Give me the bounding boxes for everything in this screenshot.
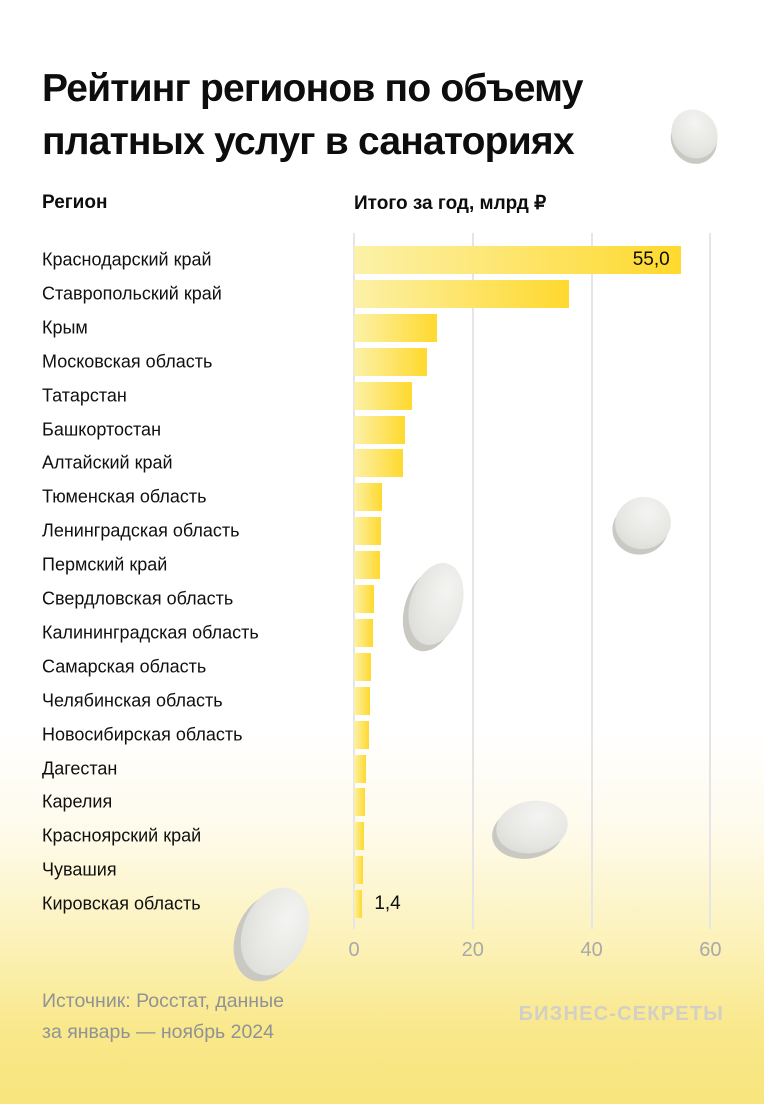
region-label: Тюменская область xyxy=(42,486,207,507)
region-label: Челябинская область xyxy=(42,690,223,711)
column-header-region: Регион xyxy=(42,192,108,213)
chart-row xyxy=(0,887,764,921)
bar xyxy=(354,585,374,613)
chart-row xyxy=(0,853,764,887)
chart-row xyxy=(0,243,764,277)
chart-row xyxy=(0,514,764,548)
region-label: Татарстан xyxy=(42,385,127,406)
chart-row xyxy=(0,718,764,752)
page-title xyxy=(42,62,583,168)
chart-row xyxy=(0,277,764,311)
column-header-value: Итого за год, млрд ₽ xyxy=(354,193,547,214)
region-label: Башкортостан xyxy=(42,419,162,439)
chart-row xyxy=(0,650,764,684)
bar xyxy=(354,246,681,274)
bar xyxy=(354,280,569,308)
chart-row xyxy=(0,819,764,853)
region-label: Краснодарский край xyxy=(42,249,212,270)
chart-row xyxy=(0,684,764,718)
axis-tick-label: 0 xyxy=(348,939,360,961)
chart-row xyxy=(0,379,764,413)
bar xyxy=(354,517,381,545)
bar xyxy=(354,856,363,884)
bar xyxy=(354,382,412,410)
chart-row xyxy=(0,480,764,514)
region-label: Алтайский край xyxy=(42,452,173,473)
chart-row xyxy=(0,785,764,819)
page-title-line2: платных услуг в санаториях xyxy=(42,120,574,163)
region-label: Ленинградская область xyxy=(42,520,240,541)
region-label: Самарская область xyxy=(42,656,207,677)
bar xyxy=(354,551,380,579)
bar xyxy=(354,314,437,342)
bar xyxy=(354,788,365,816)
axis-tick-label: 60 xyxy=(699,939,722,961)
chart-row xyxy=(0,345,764,379)
bar xyxy=(354,822,364,850)
region-label: Пермский край xyxy=(42,554,168,575)
region-label: Ставропольский край xyxy=(42,283,222,304)
bar xyxy=(354,721,369,749)
region-label: Калининградская область xyxy=(42,622,259,643)
bar xyxy=(354,449,403,477)
value-label: 1,4 xyxy=(374,893,401,915)
region-label: Чувашия xyxy=(42,859,117,880)
region-label: Красноярский край xyxy=(42,825,202,846)
region-label: Новосибирская область xyxy=(42,724,243,745)
chart-row xyxy=(0,413,764,447)
bar xyxy=(354,653,371,681)
page-title-line1: Рейтинг регионов по объему xyxy=(42,67,583,110)
region-label: Кировская область xyxy=(42,893,201,914)
chart-row xyxy=(0,548,764,582)
bar xyxy=(354,890,362,918)
chart-row xyxy=(0,616,764,650)
region-label: Московская область xyxy=(42,351,213,372)
region-label: Крым xyxy=(42,317,88,338)
chart-row xyxy=(0,582,764,616)
region-label: Дагестан xyxy=(42,758,118,778)
source-note-line2: за январь — ноябрь 2024 xyxy=(42,1021,275,1043)
chart-row xyxy=(0,752,764,786)
bar xyxy=(354,348,427,376)
axis-tick-label: 40 xyxy=(580,939,603,961)
bar xyxy=(354,483,382,511)
source-note xyxy=(42,986,284,1048)
bar xyxy=(354,687,370,715)
region-label: Свердловская область xyxy=(42,588,234,609)
chart-row xyxy=(0,311,764,345)
region-label: Карелия xyxy=(42,791,113,812)
source-note-line1: Источник: Росстат, данные xyxy=(42,990,284,1012)
bar xyxy=(354,755,366,783)
brand-logo: БИЗНЕС-СЕКРЕТЫ xyxy=(518,1003,724,1025)
bar xyxy=(354,416,405,444)
chart-row xyxy=(0,446,764,480)
bar xyxy=(354,619,373,647)
value-label: 55,0 xyxy=(632,249,670,270)
axis-tick-label: 20 xyxy=(461,939,484,961)
